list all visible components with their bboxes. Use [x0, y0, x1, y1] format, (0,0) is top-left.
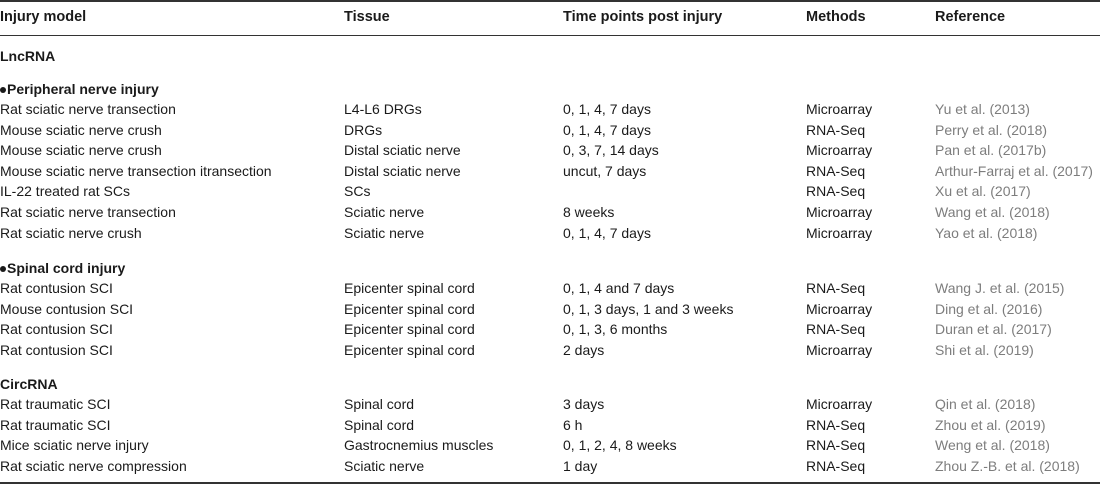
subsection-title — [0, 79, 159, 99]
section-title-circrna — [0, 374, 1100, 394]
cell-time-points: 6 h — [563, 416, 583, 433]
cell-tissue: Epicenter spinal cord — [344, 280, 475, 296]
cell-method: Microarray — [806, 224, 873, 241]
cell-reference[interactable]: Shi et al. (2019) — [935, 341, 1034, 358]
cell-method: Microarray — [806, 204, 873, 220]
cell-reference[interactable]: Wang et al. (2018) — [935, 204, 1050, 220]
cell-reference[interactable]: Perry et al. (2018) — [935, 121, 1048, 138]
cell-reference[interactable]: Arthur-Farraj et al. (2017) — [935, 162, 1093, 179]
cell-injury-model: Rat traumatic SCI — [0, 396, 111, 412]
cell-method: Microarray — [806, 300, 873, 317]
cell-reference[interactable]: Wang J. et al. (2015) — [935, 280, 1065, 296]
cell-injury-model: Mouse sciatic nerve crush — [0, 142, 162, 159]
cell-tissue: Epicenter spinal cord — [344, 300, 475, 317]
cell-tissue: Gastrocnemius muscles — [344, 437, 494, 454]
cell-tissue: DRGs — [344, 121, 383, 138]
subsection-title — [0, 258, 125, 278]
table-row — [0, 161, 1100, 181]
cell-time-points: 1 day — [563, 457, 598, 474]
section-title-text: CircRNA — [0, 376, 58, 392]
cell-tissue: Sciatic nerve — [344, 224, 425, 241]
cell-tissue: Spinal cord — [344, 416, 415, 433]
cell-method: RNA-Seq — [806, 280, 866, 296]
cell-tissue: Epicenter spinal cord — [344, 341, 475, 358]
bullet-icon — [0, 87, 6, 93]
cell-injury-model: Mouse sciatic nerve crush — [0, 121, 162, 138]
cell-injury-model: IL-22 treated rat SCs — [0, 183, 130, 200]
subsection-title-spinal — [0, 258, 1100, 278]
cell-time-points: 0, 1, 3 days, 1 and 3 weeks — [563, 300, 734, 317]
cell-reference[interactable]: Yu et al. (2013) — [935, 101, 1030, 117]
cell-tissue: L4-L6 DRGs — [344, 101, 422, 117]
header-row — [0, 7, 1100, 27]
cell-injury-model: Rat sciatic nerve transection — [0, 101, 176, 117]
cell-injury-model: Rat contusion SCI — [0, 321, 113, 338]
cell-time-points: 3 days — [563, 396, 605, 412]
cell-reference[interactable]: Ding et al. (2016) — [935, 300, 1043, 317]
cell-tissue: SCs — [344, 183, 371, 200]
cell-method: RNA-Seq — [806, 162, 866, 179]
cell-tissue: Sciatic nerve — [344, 204, 425, 220]
subsection-title-text: Peripheral nerve injury — [7, 81, 159, 97]
cell-method: Microarray — [806, 101, 873, 117]
subsection-title-text: Spinal cord injury — [7, 260, 126, 276]
table-row — [0, 299, 1100, 319]
cell-injury-model: Rat contusion SCI — [0, 280, 113, 296]
cell-time-points: 0, 1, 4, 7 days — [563, 121, 651, 138]
cell-method: RNA-Seq — [806, 457, 866, 474]
cell-injury-model: Rat traumatic SCI — [0, 416, 111, 433]
cell-method: RNA-Seq — [806, 121, 866, 138]
bullet-icon — [0, 266, 6, 272]
cell-method: RNA-Seq — [806, 183, 866, 200]
table-row — [0, 340, 1100, 360]
table-row — [0, 223, 1100, 243]
table-row — [0, 202, 1100, 222]
cell-reference[interactable]: Zhou Z.-B. et al. (2018) — [935, 457, 1080, 474]
section-title-text: LncRNA — [0, 48, 56, 64]
cell-injury-model: Rat sciatic nerve compression — [0, 457, 187, 474]
header-tissue: Tissue — [344, 9, 390, 25]
table-row — [0, 120, 1100, 140]
cell-method: RNA-Seq — [806, 416, 866, 433]
header-rule — [0, 35, 1100, 36]
section-title-lncrna — [0, 46, 1100, 66]
cell-reference[interactable]: Pan et al. (2017b) — [935, 142, 1047, 159]
cell-time-points: 0, 3, 7, 14 days — [563, 142, 659, 159]
header-methods: Methods — [806, 9, 866, 25]
cell-time-points: 0, 1, 4 and 7 days — [563, 280, 675, 296]
cell-injury-model: Rat contusion SCI — [0, 341, 113, 358]
table-row — [0, 415, 1100, 435]
cell-injury-model: Rat sciatic nerve crush — [0, 224, 142, 241]
cell-reference[interactable]: Zhou et al. (2019) — [935, 416, 1046, 433]
header-time-points: Time points post injury — [563, 9, 723, 25]
cell-time-points: 0, 1, 4, 7 days — [563, 101, 651, 117]
table-row — [0, 99, 1100, 119]
subsection-title-peripheral — [0, 79, 1100, 99]
cell-tissue: Spinal cord — [344, 396, 415, 412]
cell-reference[interactable]: Weng et al. (2018) — [935, 437, 1050, 454]
table-row — [0, 181, 1100, 201]
header-reference: Reference — [935, 9, 1006, 25]
cell-injury-model: Mice sciatic nerve injury — [0, 437, 149, 454]
cell-reference[interactable]: Duran et al. (2017) — [935, 321, 1052, 338]
cell-method: Microarray — [806, 396, 873, 412]
cell-injury-model: Rat sciatic nerve transection — [0, 204, 176, 220]
table-row — [0, 435, 1100, 455]
bottom-rule — [0, 482, 1100, 484]
cell-method: RNA-Seq — [806, 437, 866, 454]
cell-tissue: Distal sciatic nerve — [344, 162, 461, 179]
header-injury-model: Injury model — [0, 9, 87, 25]
cell-method: Microarray — [806, 341, 873, 358]
cell-method: Microarray — [806, 142, 873, 159]
cell-tissue: Epicenter spinal cord — [344, 321, 475, 338]
cell-time-points: uncut, 7 days — [563, 162, 647, 179]
cell-time-points: 8 weeks — [563, 204, 615, 220]
cell-reference[interactable]: Yao et al. (2018) — [935, 224, 1038, 241]
cell-injury-model: Mouse contusion SCI — [0, 300, 134, 317]
cell-time-points: 0, 1, 3, 6 months — [563, 321, 668, 338]
top-rule — [0, 0, 1100, 2]
cell-time-points: 0, 1, 2, 4, 8 weeks — [563, 437, 677, 454]
cell-tissue: Sciatic nerve — [344, 457, 425, 474]
cell-method: RNA-Seq — [806, 321, 866, 338]
cell-tissue: Distal sciatic nerve — [344, 142, 461, 159]
table-row — [0, 278, 1100, 298]
table-row — [0, 394, 1100, 414]
table-row — [0, 456, 1100, 476]
cell-reference[interactable]: Xu et al. (2017) — [935, 183, 1031, 200]
cell-reference[interactable]: Qin et al. (2018) — [935, 396, 1036, 412]
cell-time-points: 2 days — [563, 341, 605, 358]
cell-injury-model: Mouse sciatic nerve transection itransection — [0, 162, 272, 179]
table-row — [0, 140, 1100, 160]
table-row — [0, 319, 1100, 339]
cell-time-points: 0, 1, 4, 7 days — [563, 224, 651, 241]
